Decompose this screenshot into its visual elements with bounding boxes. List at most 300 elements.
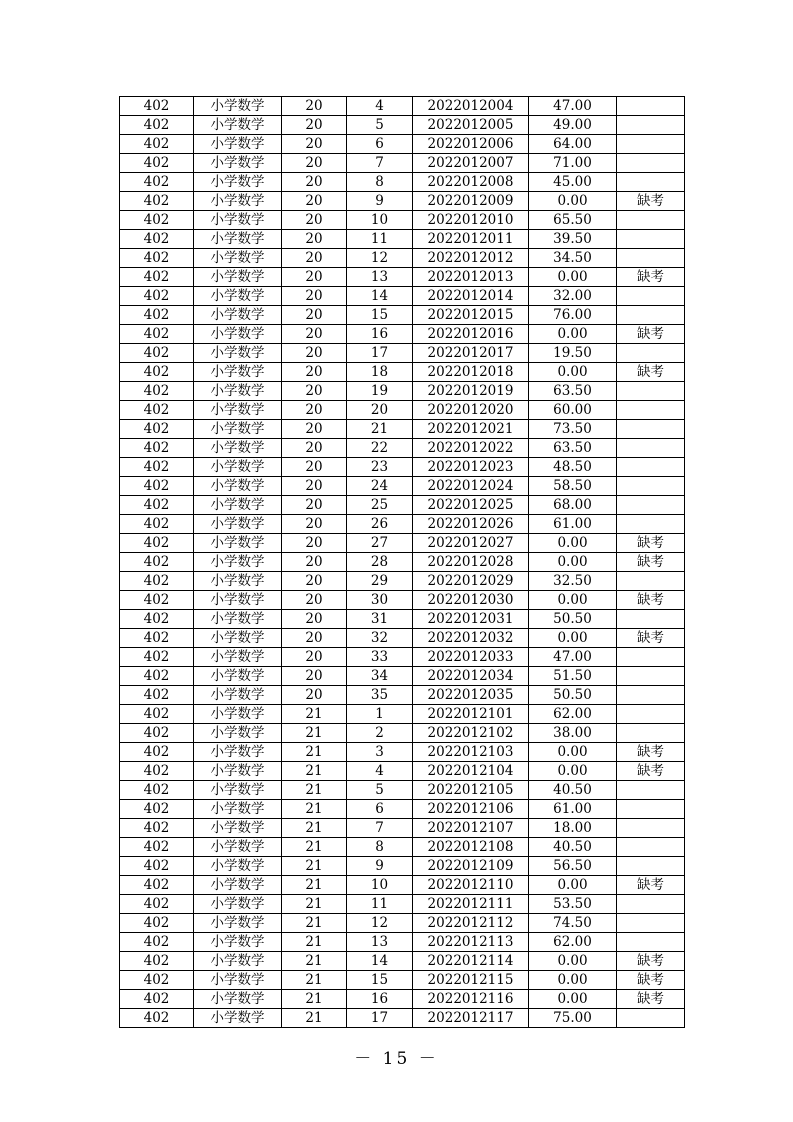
score-cell: 53.50	[529, 895, 617, 914]
session-cell: 21	[282, 762, 347, 781]
table-row	[120, 686, 685, 705]
exam-id-cell: 2022012025	[413, 496, 529, 515]
session-cell: 20	[282, 325, 347, 344]
table-row	[120, 762, 685, 781]
session-cell: 20	[282, 211, 347, 230]
exam-id-cell: 2022012108	[413, 838, 529, 857]
score-cell: 47.00	[529, 648, 617, 667]
session-cell: 21	[282, 724, 347, 743]
table-row	[120, 838, 685, 857]
seat-cell: 30	[347, 591, 413, 610]
score-cell: 58.50	[529, 477, 617, 496]
seat-cell: 15	[347, 971, 413, 990]
note-cell	[617, 667, 685, 686]
room-cell: 402	[120, 591, 194, 610]
exam-id-cell: 2022012117	[413, 1009, 529, 1028]
subject-cell: 小学数学	[194, 154, 282, 173]
seat-cell: 27	[347, 534, 413, 553]
exam-id-cell: 2022012026	[413, 515, 529, 534]
note-cell	[617, 781, 685, 800]
session-cell: 20	[282, 344, 347, 363]
table-row	[120, 116, 685, 135]
room-cell: 402	[120, 344, 194, 363]
room-cell: 402	[120, 230, 194, 249]
subject-cell: 小学数学	[194, 1009, 282, 1028]
session-cell: 20	[282, 648, 347, 667]
note-cell	[617, 819, 685, 838]
session-cell: 20	[282, 629, 347, 648]
score-cell: 38.00	[529, 724, 617, 743]
score-cell: 0.00	[529, 629, 617, 648]
room-cell: 402	[120, 857, 194, 876]
room-cell: 402	[120, 173, 194, 192]
room-cell: 402	[120, 629, 194, 648]
score-cell: 71.00	[529, 154, 617, 173]
session-cell: 20	[282, 97, 347, 116]
table-row	[120, 952, 685, 971]
note-cell	[617, 439, 685, 458]
score-cell: 60.00	[529, 401, 617, 420]
score-cell: 0.00	[529, 363, 617, 382]
table-row	[120, 192, 685, 211]
exam-id-cell: 2022012007	[413, 154, 529, 173]
note-cell	[617, 306, 685, 325]
table-row	[120, 743, 685, 762]
note-cell	[617, 458, 685, 477]
score-cell: 62.00	[529, 705, 617, 724]
room-cell: 402	[120, 382, 194, 401]
note-cell	[617, 97, 685, 116]
subject-cell: 小学数学	[194, 306, 282, 325]
note-cell: 缺考	[617, 743, 685, 762]
exam-id-cell: 2022012116	[413, 990, 529, 1009]
table-row	[120, 667, 685, 686]
note-cell	[617, 420, 685, 439]
subject-cell: 小学数学	[194, 743, 282, 762]
room-cell: 402	[120, 990, 194, 1009]
seat-cell: 6	[347, 135, 413, 154]
room-cell: 402	[120, 268, 194, 287]
room-cell: 402	[120, 439, 194, 458]
seat-cell: 14	[347, 952, 413, 971]
table-row	[120, 971, 685, 990]
score-cell: 61.00	[529, 515, 617, 534]
score-cell: 45.00	[529, 173, 617, 192]
subject-cell: 小学数学	[194, 857, 282, 876]
seat-cell: 23	[347, 458, 413, 477]
note-cell	[617, 249, 685, 268]
session-cell: 21	[282, 705, 347, 724]
score-cell: 73.50	[529, 420, 617, 439]
table-row	[120, 173, 685, 192]
seat-cell: 4	[347, 97, 413, 116]
exam-id-cell: 2022012115	[413, 971, 529, 990]
session-cell: 21	[282, 895, 347, 914]
seat-cell: 9	[347, 857, 413, 876]
subject-cell: 小学数学	[194, 116, 282, 135]
exam-id-cell: 2022012023	[413, 458, 529, 477]
room-cell: 402	[120, 914, 194, 933]
room-cell: 402	[120, 154, 194, 173]
seat-cell: 26	[347, 515, 413, 534]
exam-id-cell: 2022012017	[413, 344, 529, 363]
score-cell: 48.50	[529, 458, 617, 477]
score-cell: 68.00	[529, 496, 617, 515]
table-row	[120, 914, 685, 933]
seat-cell: 32	[347, 629, 413, 648]
exam-id-cell: 2022012006	[413, 135, 529, 154]
room-cell: 402	[120, 819, 194, 838]
room-cell: 402	[120, 135, 194, 154]
seat-cell: 25	[347, 496, 413, 515]
exam-id-cell: 2022012012	[413, 249, 529, 268]
session-cell: 20	[282, 477, 347, 496]
note-cell	[617, 914, 685, 933]
table-row	[120, 439, 685, 458]
room-cell: 402	[120, 686, 194, 705]
score-cell: 0.00	[529, 325, 617, 344]
subject-cell: 小学数学	[194, 439, 282, 458]
note-cell	[617, 211, 685, 230]
exam-id-cell: 2022012016	[413, 325, 529, 344]
table-row	[120, 705, 685, 724]
session-cell: 21	[282, 876, 347, 895]
session-cell: 21	[282, 990, 347, 1009]
score-cell: 0.00	[529, 876, 617, 895]
note-cell: 缺考	[617, 629, 685, 648]
seat-cell: 35	[347, 686, 413, 705]
table-row	[120, 249, 685, 268]
room-cell: 402	[120, 876, 194, 895]
exam-id-cell: 2022012033	[413, 648, 529, 667]
seat-cell: 19	[347, 382, 413, 401]
table-row	[120, 895, 685, 914]
seat-cell: 13	[347, 268, 413, 287]
note-cell: 缺考	[617, 952, 685, 971]
score-cell: 0.00	[529, 553, 617, 572]
subject-cell: 小学数学	[194, 534, 282, 553]
exam-id-cell: 2022012008	[413, 173, 529, 192]
session-cell: 20	[282, 401, 347, 420]
subject-cell: 小学数学	[194, 249, 282, 268]
table-row	[120, 591, 685, 610]
room-cell: 402	[120, 287, 194, 306]
score-cell: 18.00	[529, 819, 617, 838]
seat-cell: 5	[347, 116, 413, 135]
seat-cell: 11	[347, 230, 413, 249]
subject-cell: 小学数学	[194, 496, 282, 515]
subject-cell: 小学数学	[194, 781, 282, 800]
room-cell: 402	[120, 116, 194, 135]
table-row	[120, 401, 685, 420]
seat-cell: 3	[347, 743, 413, 762]
note-cell: 缺考	[617, 553, 685, 572]
score-table	[119, 96, 685, 1028]
subject-cell: 小学数学	[194, 382, 282, 401]
exam-id-cell: 2022012027	[413, 534, 529, 553]
session-cell: 21	[282, 781, 347, 800]
note-cell	[617, 933, 685, 952]
score-cell: 65.50	[529, 211, 617, 230]
room-cell: 402	[120, 781, 194, 800]
note-cell: 缺考	[617, 990, 685, 1009]
note-cell	[617, 705, 685, 724]
note-cell	[617, 857, 685, 876]
room-cell: 402	[120, 952, 194, 971]
exam-id-cell: 2022012018	[413, 363, 529, 382]
score-cell: 32.50	[529, 572, 617, 591]
exam-id-cell: 2022012110	[413, 876, 529, 895]
table-row	[120, 363, 685, 382]
room-cell: 402	[120, 1009, 194, 1028]
room-cell: 402	[120, 420, 194, 439]
exam-id-cell: 2022012105	[413, 781, 529, 800]
room-cell: 402	[120, 211, 194, 230]
note-cell	[617, 230, 685, 249]
seat-cell: 7	[347, 819, 413, 838]
seat-cell: 6	[347, 800, 413, 819]
room-cell: 402	[120, 306, 194, 325]
note-cell	[617, 116, 685, 135]
subject-cell: 小学数学	[194, 477, 282, 496]
table-row	[120, 857, 685, 876]
score-cell: 19.50	[529, 344, 617, 363]
subject-cell: 小学数学	[194, 971, 282, 990]
seat-cell: 28	[347, 553, 413, 572]
session-cell: 20	[282, 439, 347, 458]
session-cell: 21	[282, 1009, 347, 1028]
score-cell: 0.00	[529, 971, 617, 990]
session-cell: 21	[282, 933, 347, 952]
exam-id-cell: 2022012020	[413, 401, 529, 420]
exam-id-cell: 2022012111	[413, 895, 529, 914]
exam-id-cell: 2022012022	[413, 439, 529, 458]
score-cell: 0.00	[529, 591, 617, 610]
exam-id-cell: 2022012030	[413, 591, 529, 610]
subject-cell: 小学数学	[194, 211, 282, 230]
room-cell: 402	[120, 610, 194, 629]
note-cell: 缺考	[617, 591, 685, 610]
score-cell: 49.00	[529, 116, 617, 135]
table-row	[120, 990, 685, 1009]
subject-cell: 小学数学	[194, 724, 282, 743]
seat-cell: 18	[347, 363, 413, 382]
exam-id-cell: 2022012106	[413, 800, 529, 819]
exam-id-cell: 2022012011	[413, 230, 529, 249]
table-row	[120, 420, 685, 439]
subject-cell: 小学数学	[194, 97, 282, 116]
room-cell: 402	[120, 477, 194, 496]
seat-cell: 17	[347, 1009, 413, 1028]
table-row	[120, 135, 685, 154]
session-cell: 20	[282, 192, 347, 211]
exam-id-cell: 2022012013	[413, 268, 529, 287]
exam-id-cell: 2022012032	[413, 629, 529, 648]
score-cell: 0.00	[529, 268, 617, 287]
seat-cell: 31	[347, 610, 413, 629]
session-cell: 20	[282, 534, 347, 553]
room-cell: 402	[120, 458, 194, 477]
exam-id-cell: 2022012031	[413, 610, 529, 629]
table-row	[120, 97, 685, 116]
room-cell: 402	[120, 895, 194, 914]
subject-cell: 小学数学	[194, 610, 282, 629]
session-cell: 20	[282, 515, 347, 534]
score-table-body	[120, 97, 685, 1028]
room-cell: 402	[120, 496, 194, 515]
score-cell: 74.50	[529, 914, 617, 933]
note-cell: 缺考	[617, 192, 685, 211]
room-cell: 402	[120, 743, 194, 762]
score-cell: 75.00	[529, 1009, 617, 1028]
note-cell	[617, 1009, 685, 1028]
seat-cell: 16	[347, 990, 413, 1009]
note-cell	[617, 496, 685, 515]
room-cell: 402	[120, 401, 194, 420]
seat-cell: 8	[347, 173, 413, 192]
session-cell: 20	[282, 135, 347, 154]
note-cell	[617, 515, 685, 534]
session-cell: 21	[282, 857, 347, 876]
seat-cell: 1	[347, 705, 413, 724]
session-cell: 20	[282, 420, 347, 439]
score-cell: 50.50	[529, 686, 617, 705]
room-cell: 402	[120, 648, 194, 667]
session-cell: 21	[282, 952, 347, 971]
seat-cell: 12	[347, 914, 413, 933]
score-cell: 51.50	[529, 667, 617, 686]
subject-cell: 小学数学	[194, 287, 282, 306]
exam-id-cell: 2022012113	[413, 933, 529, 952]
score-cell: 0.00	[529, 762, 617, 781]
seat-cell: 16	[347, 325, 413, 344]
session-cell: 20	[282, 116, 347, 135]
subject-cell: 小学数学	[194, 914, 282, 933]
session-cell: 21	[282, 914, 347, 933]
session-cell: 21	[282, 819, 347, 838]
table-row	[120, 287, 685, 306]
room-cell: 402	[120, 363, 194, 382]
score-cell: 34.50	[529, 249, 617, 268]
exam-id-cell: 2022012009	[413, 192, 529, 211]
exam-id-cell: 2022012024	[413, 477, 529, 496]
table-row	[120, 553, 685, 572]
exam-id-cell: 2022012107	[413, 819, 529, 838]
subject-cell: 小学数学	[194, 325, 282, 344]
exam-id-cell: 2022012103	[413, 743, 529, 762]
note-cell	[617, 135, 685, 154]
exam-id-cell: 2022012029	[413, 572, 529, 591]
score-cell: 0.00	[529, 192, 617, 211]
room-cell: 402	[120, 762, 194, 781]
table-row	[120, 876, 685, 895]
table-row	[120, 211, 685, 230]
note-cell	[617, 610, 685, 629]
page-number: － 15 －	[354, 1049, 439, 1069]
session-cell: 20	[282, 154, 347, 173]
table-row	[120, 648, 685, 667]
table-row	[120, 629, 685, 648]
subject-cell: 小学数学	[194, 591, 282, 610]
subject-cell: 小学数学	[194, 401, 282, 420]
table-row	[120, 382, 685, 401]
subject-cell: 小学数学	[194, 344, 282, 363]
room-cell: 402	[120, 705, 194, 724]
table-row	[120, 477, 685, 496]
score-cell: 47.00	[529, 97, 617, 116]
seat-cell: 14	[347, 287, 413, 306]
session-cell: 20	[282, 306, 347, 325]
exam-id-cell: 2022012019	[413, 382, 529, 401]
score-cell: 0.00	[529, 534, 617, 553]
seat-cell: 34	[347, 667, 413, 686]
room-cell: 402	[120, 572, 194, 591]
room-cell: 402	[120, 933, 194, 952]
score-cell: 40.50	[529, 838, 617, 857]
subject-cell: 小学数学	[194, 572, 282, 591]
exam-id-cell: 2022012034	[413, 667, 529, 686]
note-cell: 缺考	[617, 534, 685, 553]
table-row	[120, 933, 685, 952]
seat-cell: 10	[347, 211, 413, 230]
exam-id-cell: 2022012010	[413, 211, 529, 230]
table-row	[120, 724, 685, 743]
table-row	[120, 458, 685, 477]
exam-id-cell: 2022012035	[413, 686, 529, 705]
table-row	[120, 306, 685, 325]
subject-cell: 小学数学	[194, 629, 282, 648]
seat-cell: 29	[347, 572, 413, 591]
exam-id-cell: 2022012005	[413, 116, 529, 135]
score-cell: 50.50	[529, 610, 617, 629]
session-cell: 20	[282, 173, 347, 192]
note-cell	[617, 154, 685, 173]
seat-cell: 9	[347, 192, 413, 211]
note-cell	[617, 648, 685, 667]
room-cell: 402	[120, 97, 194, 116]
subject-cell: 小学数学	[194, 667, 282, 686]
score-cell: 0.00	[529, 952, 617, 971]
subject-cell: 小学数学	[194, 800, 282, 819]
table-row	[120, 230, 685, 249]
seat-cell: 24	[347, 477, 413, 496]
note-cell	[617, 287, 685, 306]
note-cell	[617, 173, 685, 192]
seat-cell: 12	[347, 249, 413, 268]
note-cell: 缺考	[617, 325, 685, 344]
seat-cell: 7	[347, 154, 413, 173]
subject-cell: 小学数学	[194, 933, 282, 952]
seat-cell: 5	[347, 781, 413, 800]
note-cell: 缺考	[617, 971, 685, 990]
subject-cell: 小学数学	[194, 952, 282, 971]
exam-id-cell: 2022012021	[413, 420, 529, 439]
subject-cell: 小学数学	[194, 135, 282, 154]
subject-cell: 小学数学	[194, 230, 282, 249]
note-cell: 缺考	[617, 363, 685, 382]
session-cell: 21	[282, 971, 347, 990]
note-cell	[617, 401, 685, 420]
table-row	[120, 515, 685, 534]
room-cell: 402	[120, 800, 194, 819]
note-cell	[617, 572, 685, 591]
subject-cell: 小学数学	[194, 895, 282, 914]
subject-cell: 小学数学	[194, 876, 282, 895]
score-cell: 32.00	[529, 287, 617, 306]
table-row	[120, 781, 685, 800]
seat-cell: 20	[347, 401, 413, 420]
session-cell: 20	[282, 572, 347, 591]
